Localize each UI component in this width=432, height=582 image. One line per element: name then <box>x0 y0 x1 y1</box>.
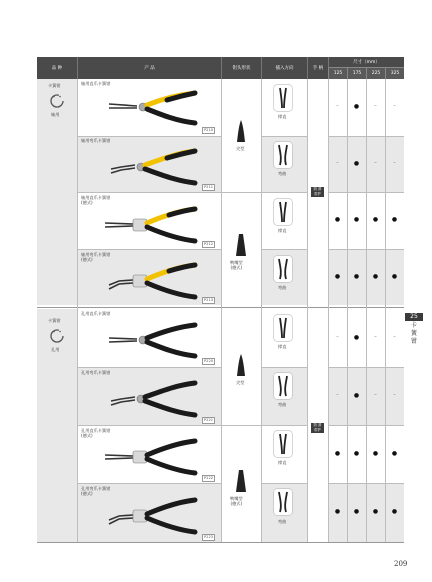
size-mark-g2-r3-c2: ● <box>353 450 360 457</box>
pliers-image-3 <box>103 205 199 245</box>
header-variety: 品 种 <box>37 57 77 79</box>
direction-label-8: 弯曲 <box>278 519 287 524</box>
direction-label-1: 撑直 <box>278 114 287 119</box>
size-mark-g2-r4-c2: ● <box>353 508 360 515</box>
size-mark-g2-r1-c1: – <box>336 334 339 340</box>
group1-sub: 轴用 <box>51 112 60 117</box>
header-product: 产 品 <box>77 57 221 79</box>
direction-straight-icon-3 <box>274 315 292 341</box>
row4-code: P213 <box>204 298 214 302</box>
tip-flat-icon-1 <box>234 233 248 257</box>
section-tab <box>405 313 423 355</box>
pliers-image-6 <box>107 379 199 419</box>
size-mark-g2-r2-c2: ● <box>353 392 360 399</box>
pliers-image-7 <box>103 437 199 477</box>
header-size-group: 尺寸（mm） <box>328 57 404 68</box>
row4-title: 轴用弯爪卡簧钳 (德式) <box>81 252 111 263</box>
tip-type-4: 鸭嘴型 (德式) <box>230 496 243 507</box>
section-number: 25 <box>405 313 423 321</box>
row7-title: 孔用直爪卡簧钳 (德式) <box>81 428 111 439</box>
group2-sub: 孔用 <box>51 347 60 352</box>
group1-name: 卡簧钳 <box>48 83 61 88</box>
size-mark-g1-r2-c2: ● <box>353 160 360 167</box>
row6-code: P221 <box>204 418 214 422</box>
direction-bent-icon-2 <box>274 256 292 282</box>
size-mark-g2-r4-c1: ● <box>334 508 341 515</box>
row5-title: 孔用直爪卡簧钳 <box>81 311 111 316</box>
shaft-ring-icon <box>49 93 65 109</box>
size-mark-g2-r1-c4: – <box>393 334 396 340</box>
row3-title: 轴用直爪卡簧钳 (德式) <box>81 195 111 206</box>
size-mark-g1-r4-c2: ● <box>353 273 360 280</box>
size-mark-g1-r4-c1: ● <box>334 273 341 280</box>
size-mark-g1-r3-c4: ● <box>391 216 398 223</box>
size-mark-g2-r2-c1: – <box>336 392 339 398</box>
size-mark-g1-r4-c3: ● <box>372 273 379 280</box>
tip-pointed-icon-2 <box>234 353 248 377</box>
pliers-image-2 <box>107 147 199 187</box>
direction-bent-icon-1 <box>274 142 292 168</box>
direction-straight-icon-1 <box>274 85 292 111</box>
pliers-image-4 <box>103 261 199 301</box>
direction-straight-icon-4 <box>274 431 292 457</box>
row1-title: 轴用直爪卡簧钳 <box>81 81 111 86</box>
pliers-image-1 <box>107 89 199 129</box>
size-mark-g1-r2-c4: – <box>393 160 396 166</box>
row5-code: P220 <box>204 359 214 363</box>
size-mark-g2-r4-c4: ● <box>391 508 398 515</box>
size-mark-g2-r1-c2: ● <box>353 334 360 341</box>
header-insert-direction: 插入方向 <box>261 57 307 79</box>
row2-code: P211 <box>204 185 214 189</box>
size-mark-g1-r1-c4: – <box>393 103 396 109</box>
handle-tag-1 <box>311 187 324 197</box>
direction-label-3: 撑直 <box>278 228 287 233</box>
direction-label-2: 弯曲 <box>278 171 287 176</box>
row8-code: P223 <box>204 535 214 539</box>
size-mark-g1-r2-c1: – <box>336 160 339 166</box>
size-mark-g2-r2-c4: – <box>393 392 396 398</box>
size-mark-g2-r4-c3: ● <box>372 508 379 515</box>
size-mark-g1-r4-c4: ● <box>391 273 398 280</box>
tip-flat-icon-2 <box>234 469 248 493</box>
group2-name: 卡簧钳 <box>48 318 61 323</box>
header-handle: 手 柄 <box>307 57 328 79</box>
row7-code: P222 <box>204 476 214 480</box>
size-mark-g1-r1-c3: – <box>374 103 377 109</box>
size-mark-g2-r3-c3: ● <box>372 450 379 457</box>
header-tip-shape: 钳头形状 <box>221 57 261 79</box>
size-mark-g1-r2-c3: – <box>374 160 377 166</box>
size-mark-g1-r3-c2: ● <box>353 216 360 223</box>
size-mark-g1-r3-c3: ● <box>372 216 379 223</box>
size-mark-g1-r3-c1: ● <box>334 216 341 223</box>
header-size-125: 125 <box>328 68 347 79</box>
direction-label-5: 撑直 <box>278 344 287 349</box>
header-size-325: 325 <box>385 68 404 79</box>
product-table <box>37 57 404 542</box>
row1-code: P210 <box>204 128 214 132</box>
row3-code: P212 <box>204 242 214 246</box>
pliers-image-8 <box>103 496 199 536</box>
row8-title: 孔用弯爪卡簧钳 (德式) <box>81 486 111 497</box>
tip-type-1: 尖型 <box>236 146 245 151</box>
page-number: 209 <box>394 560 408 568</box>
size-mark-g1-r1-c2: ● <box>353 103 360 110</box>
direction-label-6: 弯曲 <box>278 402 287 407</box>
header-size-175: 175 <box>347 68 366 79</box>
direction-label-4: 弯曲 <box>278 285 287 290</box>
tip-type-3: 尖型 <box>236 380 245 385</box>
row2-title: 轴用弯爪卡簧钳 <box>81 138 111 143</box>
handle-tag-2-line1: 防 滑 <box>313 423 322 427</box>
row6-title: 孔用弯爪卡簧钳 <box>81 370 111 375</box>
size-mark-g2-r2-c3: – <box>374 392 377 398</box>
section-label: 卡 簧 钳 <box>410 322 417 345</box>
handle-tag-2-line2: 带护 <box>314 427 321 432</box>
hole-ring-icon <box>49 328 65 344</box>
direction-label-7: 撑直 <box>278 460 287 465</box>
handle-tag-2 <box>311 423 324 433</box>
size-mark-g2-r3-c4: ● <box>391 450 398 457</box>
direction-bent-icon-3 <box>274 373 292 399</box>
size-mark-g1-r1-c1: – <box>336 103 339 109</box>
pliers-image-5 <box>107 321 199 361</box>
size-mark-g2-r1-c3: – <box>374 334 377 340</box>
handle-tag-1-line2: 带护 <box>314 191 321 196</box>
tip-type-2: 鸭嘴型 (德式) <box>230 260 243 271</box>
direction-straight-icon-2 <box>274 199 292 225</box>
tip-pointed-icon-1 <box>234 119 248 143</box>
size-mark-g2-r3-c1: ● <box>334 450 341 457</box>
header-size-225: 225 <box>366 68 385 79</box>
handle-tag-1-line1: 防 滑 <box>313 187 322 191</box>
direction-bent-icon-4 <box>274 489 292 515</box>
